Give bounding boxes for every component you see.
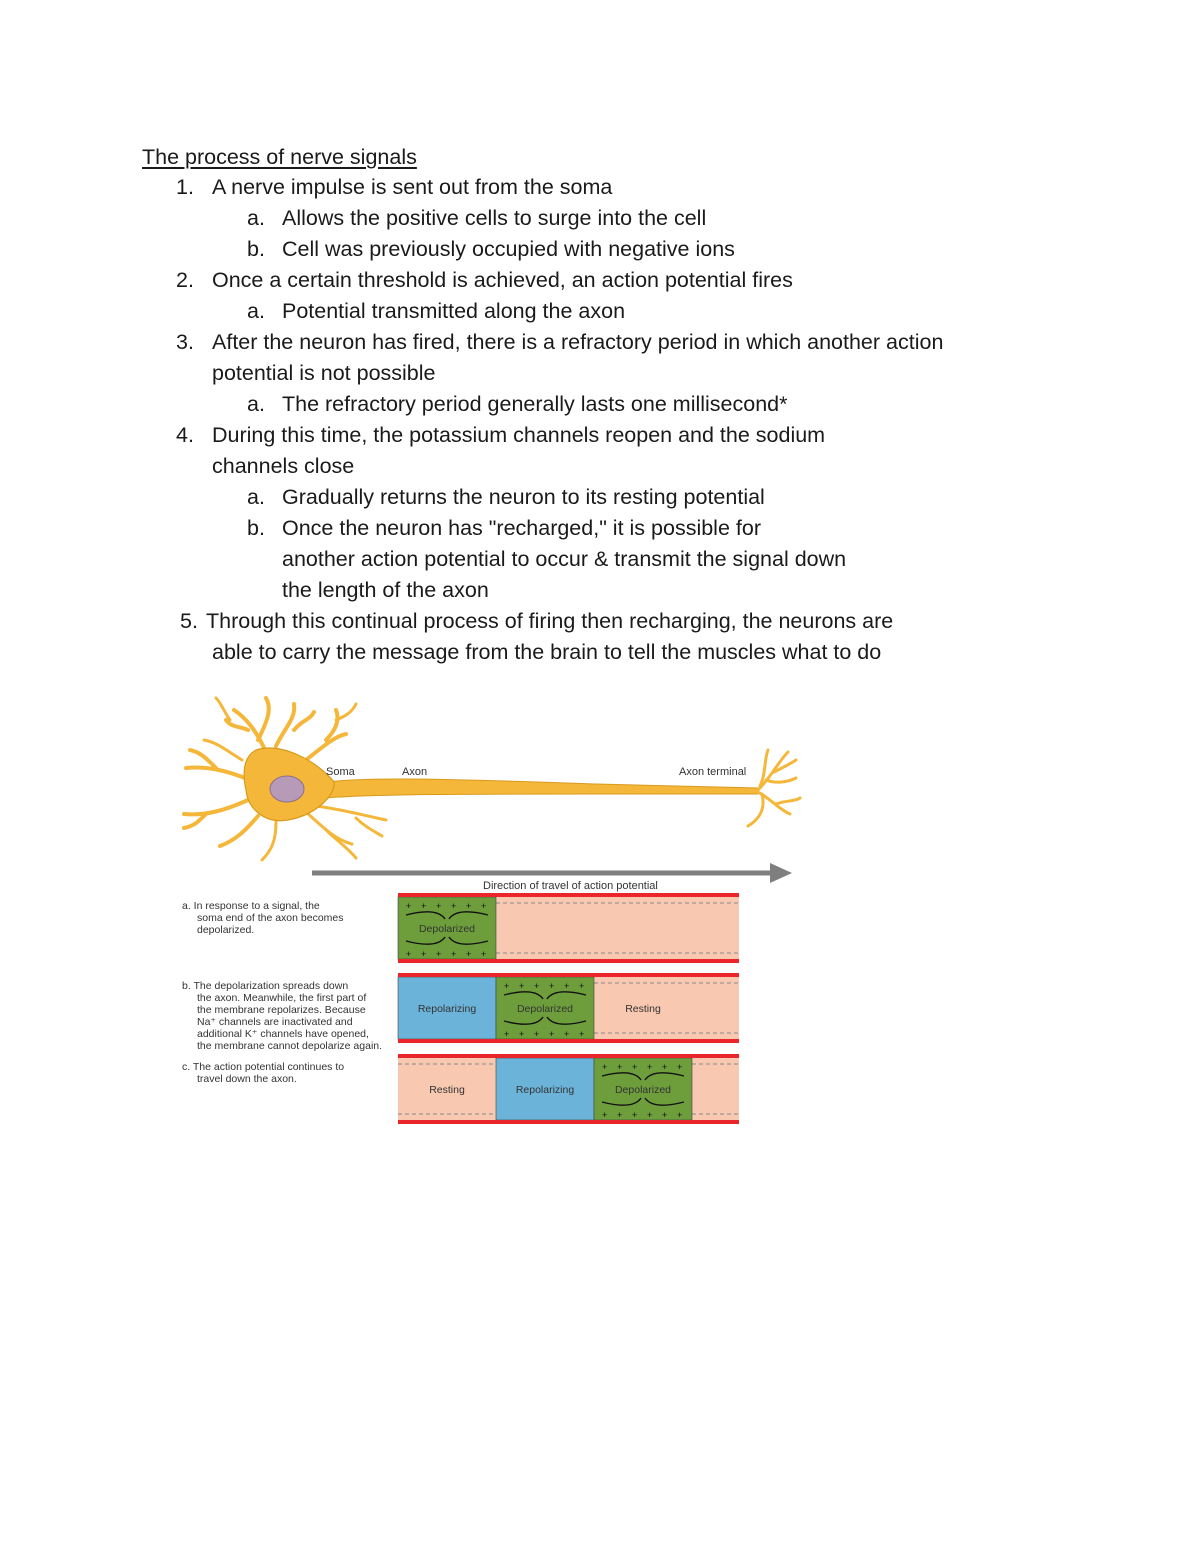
dendrite <box>184 800 248 814</box>
charge-sign: + <box>632 1110 638 1120</box>
list-marker: 4. <box>176 423 194 447</box>
panel-caption-line: a. In response to a signal, the <box>182 900 320 912</box>
segment-label: Depolarized <box>418 923 476 935</box>
charge-sign: + <box>602 1062 608 1072</box>
charge-sign: + <box>647 1062 653 1072</box>
list-item-text: After the neuron has fired, there is a refractory period in which another action <box>212 330 944 354</box>
charge-sign: + <box>466 949 472 959</box>
neuron-illustration <box>184 698 800 860</box>
charge-sign: + <box>481 949 487 959</box>
list-item-text: able to carry the message from the brain to tell the muscles what to do <box>212 640 882 664</box>
dendrite <box>186 768 250 781</box>
membrane-top <box>398 973 739 977</box>
charge-sign: + <box>466 901 472 911</box>
dendrite <box>258 698 269 740</box>
segment-label: Depolarized <box>516 1003 574 1015</box>
segment-label: Repolarizing <box>515 1084 575 1096</box>
panel-caption-line: depolarized. <box>197 924 255 936</box>
axon-terminal-branch <box>776 798 800 804</box>
charge-sign: + <box>564 981 570 991</box>
sub-list-item-text: the length of the axon <box>282 578 489 602</box>
sub-list-marker: a. <box>247 206 265 230</box>
charge-sign: + <box>406 949 412 959</box>
dendrite <box>276 704 294 746</box>
charge-sign: + <box>436 901 442 911</box>
charge-sign: + <box>549 1029 555 1039</box>
charge-sign: + <box>421 949 427 959</box>
axon <box>326 779 758 798</box>
membrane-top <box>398 1054 739 1058</box>
charge-sign: + <box>617 1110 623 1120</box>
dendrite <box>190 750 216 768</box>
panel-caption-line: b. The depolarization spreads down <box>182 980 349 992</box>
direction-label: Direction of travel of action potential <box>483 880 658 892</box>
panel-c <box>182 1054 739 1124</box>
panel-b <box>182 973 739 1052</box>
charge-sign: + <box>677 1062 683 1072</box>
charge-sign: + <box>421 901 427 911</box>
charge-sign: + <box>504 981 510 991</box>
panel-caption-line: Na⁺ channels are inactivated and <box>197 1016 353 1028</box>
list-item-text: During this time, the potassium channels reopen and the sodium <box>212 423 826 447</box>
panel-caption-line: the membrane repolarizes. Because <box>197 1004 366 1016</box>
dendrite <box>326 710 338 740</box>
charge-sign: + <box>617 1062 623 1072</box>
list-marker: 1. <box>176 175 194 199</box>
dendrite <box>204 740 242 760</box>
charge-sign: + <box>579 1029 585 1039</box>
list-marker: 3. <box>176 330 194 354</box>
dendrite <box>216 698 230 720</box>
sub-list-item-text: Potential transmitted along the axon <box>282 299 626 323</box>
charge-sign: + <box>579 981 585 991</box>
dendrite <box>262 822 276 860</box>
document-title: The process of nerve signals <box>142 145 417 169</box>
segment-label: Resting <box>625 1003 661 1015</box>
panel-caption-line: the axon. Meanwhile, the first part of <box>197 992 367 1004</box>
charge-sign: + <box>549 981 555 991</box>
charge-sign: + <box>564 1029 570 1039</box>
membrane-bottom <box>398 1120 739 1124</box>
list-marker: 2. <box>176 268 194 292</box>
charge-sign: + <box>406 901 412 911</box>
list-marker: 5. <box>180 609 198 633</box>
panel-caption-line: additional K⁺ channels have opened, <box>197 1028 369 1040</box>
panel-caption-line: soma end of the axon becomes <box>197 912 344 924</box>
soma-label: Soma <box>326 766 355 778</box>
panel-caption-line: the membrane cannot depolarize again. <box>197 1040 383 1052</box>
axon-terminal-branch <box>748 794 763 826</box>
charge-sign: + <box>647 1110 653 1120</box>
dendrite <box>306 812 352 844</box>
segment-label: Repolarizing <box>417 1003 477 1015</box>
panel-caption-line: c. The action potential continues to <box>182 1061 345 1073</box>
list-item-text: A nerve impulse is sent out from the soma <box>212 175 613 199</box>
sub-list-marker: a. <box>247 299 265 323</box>
sub-list-item-text: Allows the positive cells to surge into the cell <box>282 206 707 230</box>
sub-list-item-text: Once the neuron has "recharged," it is possible for <box>282 516 761 540</box>
charge-sign: + <box>662 1110 668 1120</box>
panel-caption-line: travel down the axon. <box>197 1073 297 1085</box>
segment-label: Resting <box>429 1084 465 1096</box>
list-item-text: Through this continual process of firing then recharging, the neurons are <box>206 609 894 633</box>
dendrite <box>356 818 382 836</box>
charge-sign: + <box>677 1110 683 1120</box>
list-item-text: Once a certain threshold is achieved, an action potential fires <box>212 268 793 292</box>
sub-list-marker: b. <box>247 516 265 540</box>
charge-sign: + <box>436 949 442 959</box>
dendrite <box>294 712 314 730</box>
charge-sign: + <box>632 1062 638 1072</box>
axon-terminal-branch <box>766 778 796 782</box>
action-potential-figure <box>176 690 816 1140</box>
sub-list-item-text: The refractory period generally lasts one millisecond* <box>282 392 788 416</box>
membrane-bottom <box>398 959 739 963</box>
sub-list-item-text: another action potential to occur & transmit the signal down <box>282 547 847 571</box>
list-item-text: potential is not possible <box>212 361 436 385</box>
axon-terminal-label: Axon terminal <box>679 766 747 778</box>
dendrite <box>336 704 356 720</box>
sub-list-item-text: Gradually returns the neuron to its resting potential <box>282 485 765 509</box>
dendrite <box>316 806 386 820</box>
charge-sign: + <box>662 1062 668 1072</box>
panel-a <box>182 893 739 963</box>
dendrite <box>220 816 258 846</box>
axon-label: Axon <box>402 766 428 778</box>
charge-sign: + <box>602 1110 608 1120</box>
membrane-top <box>398 893 739 897</box>
sub-list-marker: a. <box>247 485 265 509</box>
charge-sign: + <box>481 901 487 911</box>
nucleus <box>270 776 304 802</box>
sub-list-marker: a. <box>247 392 265 416</box>
charge-sign: + <box>451 949 457 959</box>
charge-sign: + <box>519 1029 525 1039</box>
segment-label: Depolarized <box>614 1084 672 1096</box>
charge-sign: + <box>534 1029 540 1039</box>
list-item-text: channels close <box>212 454 355 478</box>
charge-sign: + <box>519 981 525 991</box>
charge-sign: + <box>534 981 540 991</box>
membrane-bottom <box>398 1039 739 1043</box>
sub-list-marker: b. <box>247 237 265 261</box>
sub-list-item-text: Cell was previously occupied with negative ions <box>282 237 735 261</box>
charge-sign: + <box>451 901 457 911</box>
charge-sign: + <box>504 1029 510 1039</box>
